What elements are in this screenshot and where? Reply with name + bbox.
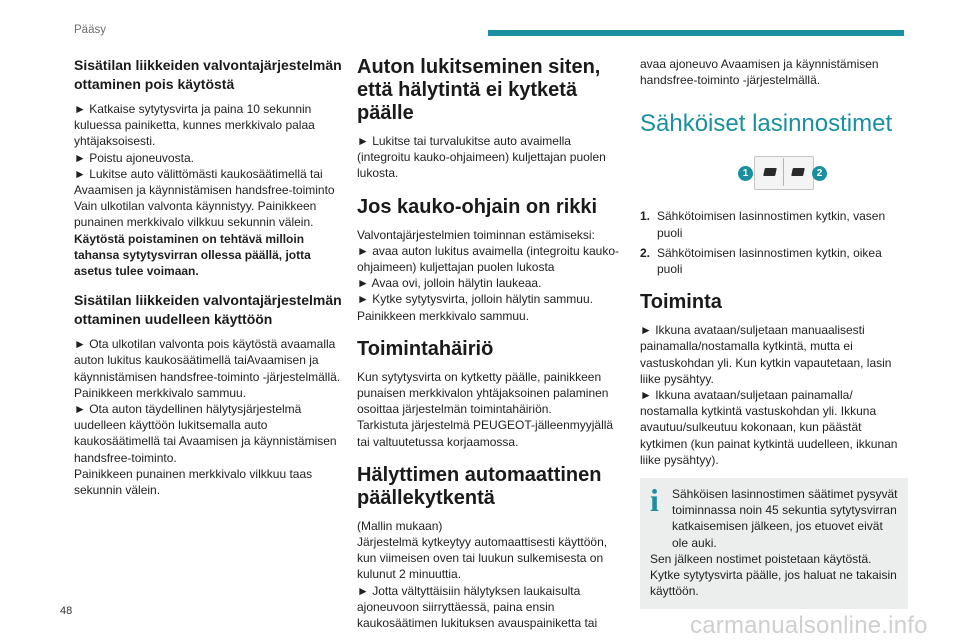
paragraph: ► Lukitse tai turvalukitse auto avaimella (integroitu kauko-ohjaimeen) kuljettajan puolen lukosta. — [357, 134, 606, 181]
list-number: 1. — [640, 209, 651, 224]
paragraph: ► Avaa ovi, jolloin hälytin laukeaa. — [357, 276, 542, 291]
column-2 — [357, 56, 619, 631]
paragraph: Kun sytytysvirta on kytketty päälle, painikkeen punaisen merkkivalon yhtäjaksoinen palaminen osoittaa järjestelmän toimintahäiriön. — [357, 369, 609, 417]
paragraph: Valvontajärjestelmien toiminnan estämiseksi: — [357, 227, 595, 242]
info-icon: i — [650, 482, 659, 519]
watermark: carmanualsonline.info — [690, 612, 928, 639]
paragraph: ► Ota ulkotilan valvonta pois käytöstä avaamalla auton lukitus kaukosäätimellä taiAvaamisen ja käynnistämisen handsfree-toiminto -järjestelmällä. — [74, 337, 341, 384]
heading-disable-interior-monitoring: Sisätilan liikkeiden valvontajärjestelmän ottaminen pois käytöstä — [74, 57, 342, 92]
paragraph-bold-note: Käytöstä poistaminen on tehtävä milloin tahansa sytytysvirran ollessa päällä, jotta asetus tulee voimaan. — [74, 231, 311, 279]
header-accent-bar — [488, 30, 904, 36]
window-switch-left-icon — [763, 168, 777, 176]
column-3 — [640, 56, 908, 609]
heading-operation: Toiminta — [640, 291, 722, 314]
list-item — [640, 208, 908, 240]
heading-automatic-alarm: Hälyttimen automaattinen päällekytkentä — [357, 463, 602, 509]
list-item — [640, 245, 908, 277]
column-1 — [74, 56, 346, 498]
window-switch-illustration — [640, 154, 908, 194]
paragraph: Tarkistuta järjestelmä PEUGEOT-jälleenmyyjällä tai valtuutetussa korjaamossa. — [357, 418, 614, 449]
heading-malfunction: Toimintahäiriö — [357, 337, 494, 360]
paragraph: (Mallin mukaan) — [357, 518, 443, 533]
paragraph: ► Poistu ajoneuvosta. — [74, 150, 194, 165]
heading-lock-without-alarm: Auton lukitseminen siten, että hälytintä ei kytketä päälle — [357, 56, 601, 124]
paragraph: Järjestelmä kytkeytyy automaattisesti käyttöön, kun viimeisen oven tai luukun sulkemisesta on kulunut 2 minuuttia. — [357, 535, 608, 582]
info-text: Sähköisen lasinnostimen säätimet pysyvät toiminnassa noin 45 sekuntia sytytysvirran katkaisemisen jälkeen, jos etuovet eivät ole auki. — [672, 487, 898, 550]
page-number: 48 — [60, 605, 73, 617]
paragraph: ► Kytke sytytysvirta, jolloin hälytin sammuu. Painikkeen merkkivalo sammuu. — [357, 292, 593, 323]
section-header: Pääsy — [74, 24, 106, 36]
section-title-electric-windows: Sähköiset lasinnostimet — [640, 110, 893, 138]
callout-number: 2 — [812, 166, 827, 181]
paragraph: ► Lukitse auto välittömästi kaukosäätimellä tai Avaamisen ja käynnistämisen handsfree-toiminto Vain ulkotilan valvonta käynnistyy. Painikkeen punainen merkkivalo vilkkuu sekunnin välein. — [74, 166, 335, 230]
paragraph: ► Ota auton täydellinen hälytysjärjestelmä uudelleen käyttöön lukitsemalla auto kaukosäätimellä tai Avaamisen ja käynnistämisen handsfree-toiminto. — [74, 402, 337, 465]
paragraph: Painikkeen punainen merkkivalo vilkkuu taas sekunnin välein. — [74, 466, 313, 498]
window-switch-right-icon — [791, 168, 805, 176]
paragraph: ► Jotta vältyttäisiin hälytyksen laukaisulta ajoneuvoon siirryttäessä, paina ensin kaukosäätimen lukituksen avauspainiketta tai — [357, 583, 598, 631]
heading-reenable-interior-monitoring: Sisätilan liikkeiden valvontajärjestelmän ottaminen uudelleen käyttöön — [74, 292, 342, 327]
paragraph: ► Ikkuna avataan/suljetaan manuaalisesti painamalla/nostamalla kytkintä, mutta ei vastuskohdan yli. Kun kytkin vapautetaan, lasin liike pysähtyy. — [640, 323, 892, 386]
info-box — [640, 478, 908, 609]
callout-number: 1 — [738, 166, 753, 181]
paragraph: ► Katkaise sytytysvirta ja paina 10 sekunnin kuluessa painiketta, kunnes merkkivalo palaa yhtäjaksoisesti. — [74, 102, 315, 149]
paragraph: Painikkeen merkkivalo sammuu. — [74, 385, 247, 400]
list-number: 2. — [640, 245, 651, 260]
paragraph: avaa ajoneuvo Avaamisen ja käynnistämisen handsfree-toiminto -järjestelmällä. — [640, 57, 879, 88]
list-text: Sähkötoimisen lasinnostimen kytkin, oikea puoli — [657, 245, 882, 277]
paragraph: ► Ikkuna avataan/suljetaan painamalla/ nostamalla kytkintä vastuskohdan yli. Ikkuna avautuu/sulkeutuu kokonaan, kun päästät kytkimen (kun painat kytkintä uudelleen, ikkunan liike pysähtyy). — [640, 388, 898, 467]
list-text: Sähkötoimisen lasinnostimen kytkin, vasen puoli — [657, 209, 886, 240]
info-text: Sen jälkeen nostimet poistetaan käytöstä. Kytke sytytysvirta päälle, jos haluat ne takaisin käyttöön. — [650, 551, 897, 599]
heading-remote-broken: Jos kauko-ohjain on rikki — [357, 195, 598, 218]
switch-divider — [783, 158, 784, 186]
paragraph: ► avaa auton lukitus avaimella (integroitu kauko-ohjaimeen) kuljettajan puolen lukosta — [357, 243, 620, 275]
